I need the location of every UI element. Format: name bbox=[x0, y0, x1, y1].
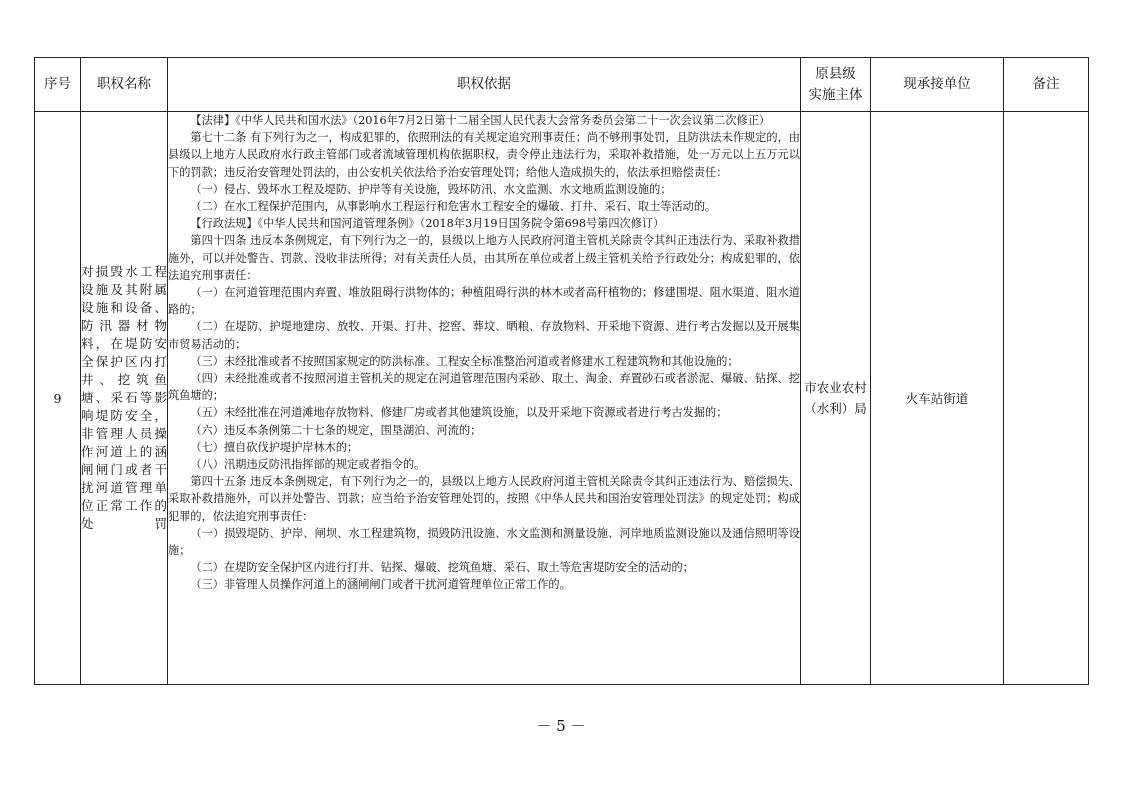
basis-paragraph: （七）擅自砍伐护堤护岸林木的； bbox=[190, 440, 359, 454]
authority-table bbox=[34, 57, 1089, 685]
header-successor: 现承接单位 bbox=[871, 58, 1004, 112]
row-remark bbox=[1004, 112, 1089, 685]
basis-paragraph: （五）未经批准在河道滩地存放物料、修建厂房或者其他建筑设施，以及开采地下资源或者进行考古发掘的； bbox=[190, 406, 728, 420]
row-no: 9 bbox=[35, 112, 81, 685]
basis-paragraph: （一）侵占、毁坏水工程及堤防、护岸等有关设施，毁坏防汛、水文监测、水文地质监测设施的； bbox=[190, 182, 672, 196]
basis-paragraph: （二）在堤防、护堤地建房、放牧、开渠、打井、挖窖、葬坟、晒粮、存放物料、开采地下资源、进行考古发掘以及开展集市贸易活动的； bbox=[168, 320, 800, 351]
basis-paragraph: （八）汛期违反防汛指挥部的规定或者指令的。 bbox=[190, 458, 426, 472]
basis-paragraph: 【法律】《中华人民共和国水法》（2016年7月2日第十二届全国人民代表大会常务委员会第二十一次会议第二次修正） bbox=[190, 114, 771, 127]
basis-paragraph: （三）未经批准或者不按照国家规定的防洪标准、工程安全标准整治河道或者修建水工程建筑物和其他设施的； bbox=[190, 354, 739, 368]
header-orig-unit bbox=[801, 58, 871, 112]
header-remark: 备注 bbox=[1004, 58, 1089, 112]
basis-paragraph: 第四十四条 违反本条例规定，有下列行为之一的，县级以上地方人民政府河道主管机关除责令其纠正违法行为、采取补救措施外，可以并处警告、罚款、没收非法所得；对有关责任人员，由其所在单位或者上级主管机关给予行政处分；构成犯罪的，依法追究刑事责任： bbox=[168, 234, 800, 282]
page-number: － 5 － bbox=[536, 717, 586, 735]
table-header-row bbox=[35, 58, 1089, 112]
row-basis bbox=[168, 112, 801, 685]
row-successor: 火车站街道 bbox=[871, 112, 1004, 685]
header-orig-line2: 实施主体 bbox=[808, 86, 863, 103]
row-authority-name: 对损毁水工程设施及其附属设施和设备、防汛器材物料，在堤防安全保护区内打井、挖筑鱼塘、采石等影响堤防安全，非管理人员操作河道上的涵闸闸门或者干扰河道管理单位正常工作的处罚 bbox=[81, 112, 168, 685]
header-orig-line1: 原县级 bbox=[815, 65, 856, 82]
basis-paragraph: （四）未经批准或者不按照河道主管机关的规定在河道管理范围内采砂、取土、淘金、弃置砂石或者淤泥、爆破、钻探、挖筑鱼塘的； bbox=[168, 372, 800, 403]
basis-paragraph: （一）在河道管理范围内弃置、堆放阻碍行洪物体的；种植阻碍行洪的林木或者高秆植物的；修建围堤、阻水渠道、阻水道路的； bbox=[168, 286, 800, 317]
basis-paragraph: （二）在水工程保护范围内，从事影响水工程运行和危害水工程安全的爆破、打井、采石、取土等活动的。 bbox=[190, 200, 717, 214]
basis-paragraph: （一）损毁堤防、护岸、闸坝、水工程建筑物，损毁防汛设施、水文监测和测量设施、河岸地质监测设施以及通信照明等设施； bbox=[168, 526, 800, 558]
basis-paragraph: （三）非管理人员操作河道上的涵闸闸门或者干扰河道管理单位正常工作的。 bbox=[190, 578, 571, 592]
row-orig-unit: 市农业农村（水利）局 bbox=[801, 112, 871, 685]
table-row bbox=[35, 112, 1089, 685]
basis-paragraph: 第四十五条 违反本条例规定，有下列行为之一的，县级以上地方人民政府河道主管机关除责令其纠正违法行为、赔偿损失、采取补救措施外，可以并处警告、罚款；应当给予治安管理处罚的，按照《中华人民共和国治安管理处罚法》的规定处罚；构成犯罪的，依法追究刑事责任： bbox=[168, 475, 800, 523]
basis-paragraph: （二）在堤防安全保护区内进行打井、钻探、爆破、挖筑鱼塘、采石、取土等危害堤防安全的活动的； bbox=[190, 561, 694, 575]
basis-paragraph: （六）违反本条例第二十七条的规定，围垦湖泊、河流的； bbox=[190, 423, 482, 437]
basis-paragraph: 第七十二条 有下列行为之一，构成犯罪的，依照刑法的有关规定追究刑事责任；尚不够刑事处罚，且防洪法未作规定的，由县级以上地方人民政府水行政主管部门或者流域管理机构依据职权，责令停止违法行为，采取补救措施，处一万元以上五万元以下的罚款；违反治安管理处罚法的，由公安机关依法给予治安管理处罚；给他人造成损失的，依法承担赔偿责任： bbox=[168, 131, 800, 179]
header-no: 序号 bbox=[35, 58, 81, 112]
header-name: 职权名称 bbox=[81, 58, 168, 112]
basis-paragraph: 【行政法规】《中华人民共和国河道管理条例》（2018年3月19日国务院令第698号第四次修订） bbox=[190, 217, 665, 231]
header-basis: 职权依据 bbox=[168, 58, 801, 112]
